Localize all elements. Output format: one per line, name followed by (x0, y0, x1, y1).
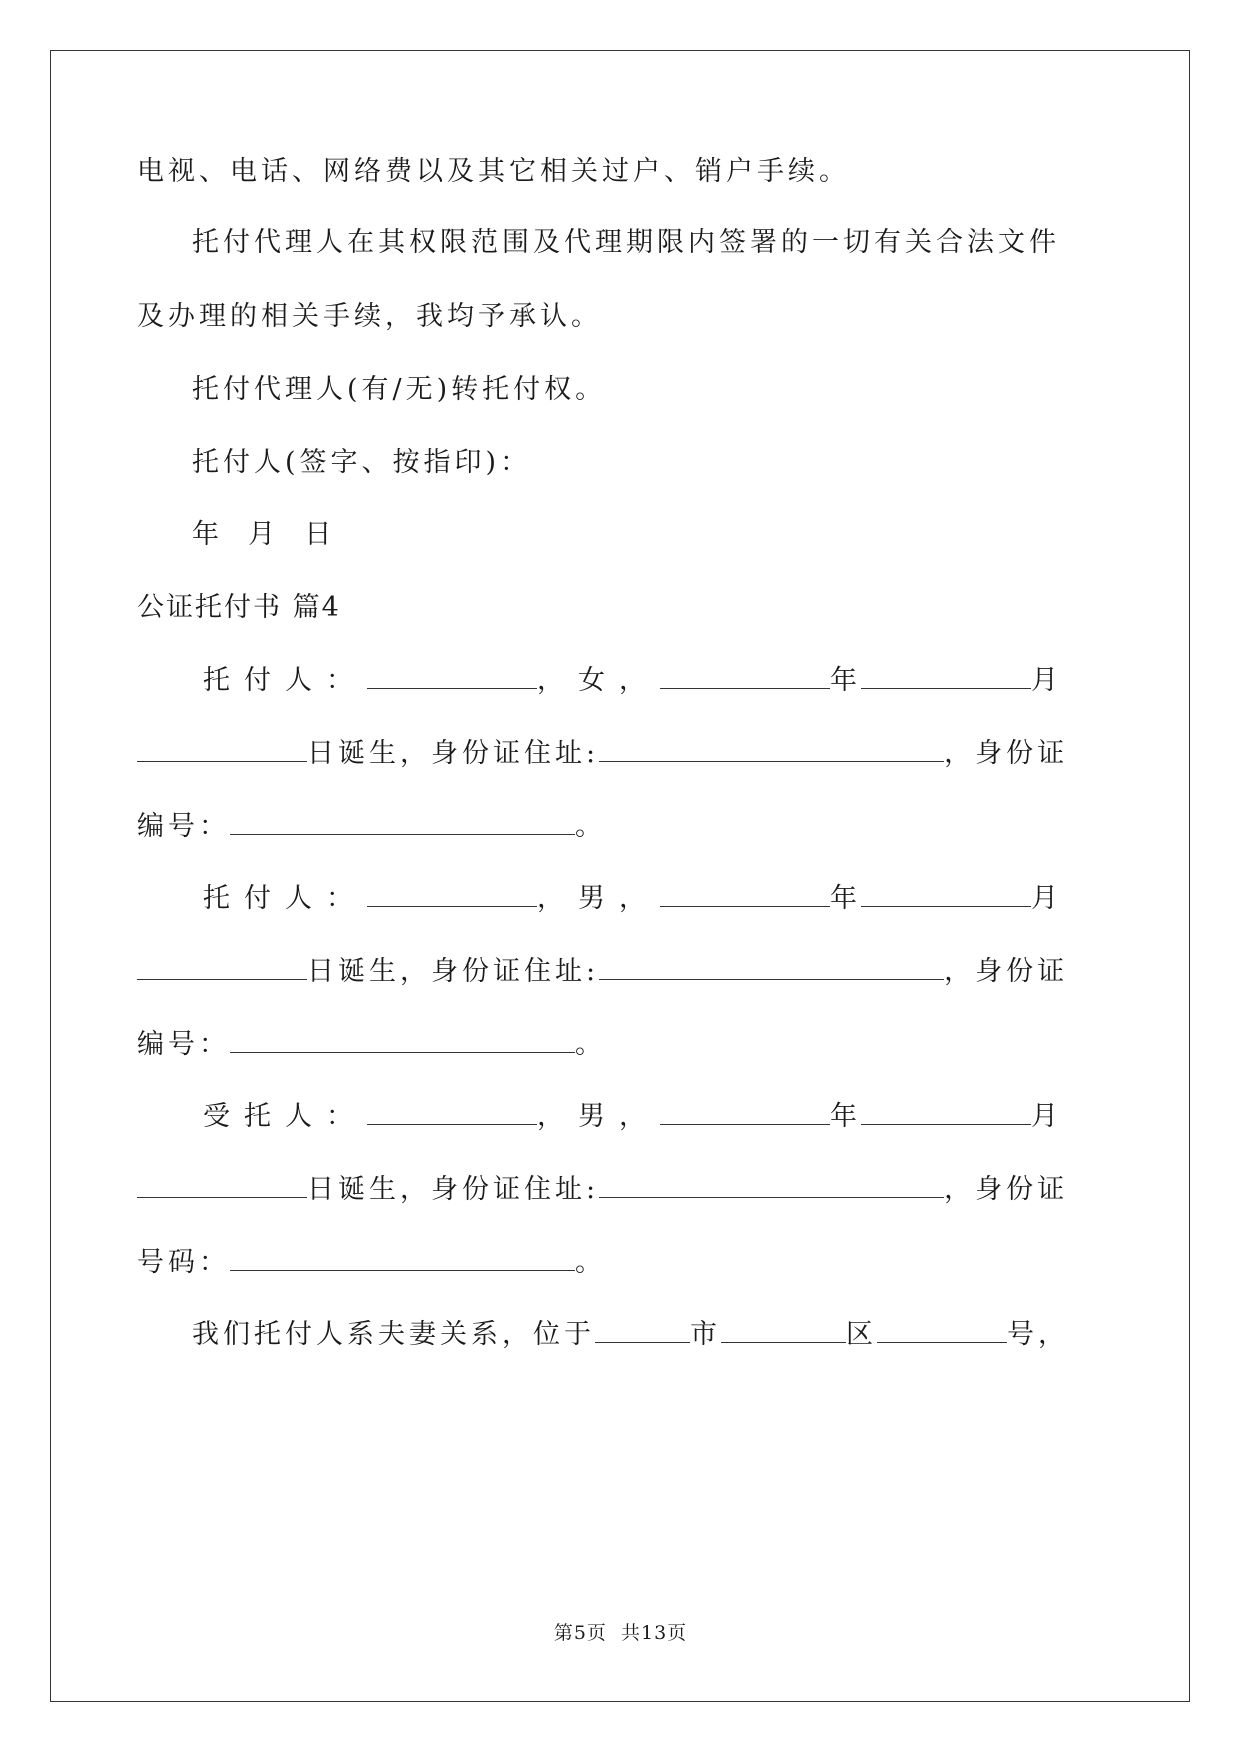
block-2-born-address-label: 日诞生，身份证住址: (307, 956, 600, 987)
block-3-address-blank (599, 1173, 944, 1198)
block-2-line-1 (203, 882, 1062, 916)
block-2-line-3 (137, 1028, 606, 1062)
block-1-born-address-label: 日诞生，身份证住址: (307, 738, 600, 769)
paragraph-3: 托付代理人(有/无)转托付权。 (192, 374, 607, 405)
block-1-line-1 (203, 664, 1062, 698)
block-3-month-label: 月 (1031, 1101, 1062, 1132)
block-1-line-3 (137, 810, 606, 844)
block-2-address-blank (599, 955, 944, 980)
block-3-month-blank (861, 1100, 1031, 1125)
block-2-line-2 (137, 955, 1068, 989)
block-1-month-blank (861, 664, 1031, 689)
block-2-year-label: 年 (830, 883, 861, 914)
block-2-id-suffix: ，身份证 (944, 956, 1069, 987)
block-1-day-blank (137, 737, 307, 762)
block-2-end: 。 (575, 1029, 606, 1060)
block-1-year-blank (660, 664, 830, 689)
block-1-line-2 (137, 737, 1068, 771)
page-border (50, 50, 1190, 1702)
block-3-year-blank (660, 1100, 830, 1125)
block-3-name-blank (367, 1100, 537, 1125)
block-1-address-blank (599, 737, 944, 762)
block-1-year-label: 年 (830, 665, 861, 696)
city-label: 市 (690, 1319, 721, 1350)
city-blank (595, 1318, 690, 1343)
block-3-born-address-label: 日诞生，身份证住址: (307, 1174, 600, 1205)
block-3-line-3 (137, 1246, 606, 1280)
block-1-end: 。 (575, 811, 606, 842)
block-2-gender: ，男， (537, 883, 660, 914)
block-3-number-blank (230, 1246, 575, 1271)
block-3-number-label: 号码： (137, 1247, 230, 1278)
paragraph-date: 年 月 日 (192, 519, 336, 550)
block-1-gender: ，女， (537, 665, 660, 696)
block-2-number-blank (230, 1028, 575, 1053)
district-blank (721, 1318, 846, 1343)
paragraph-4: 托付人(签字、按指印)： (192, 447, 532, 478)
last-paragraph-lead: 我们托付人系夫妻关系，位于 (192, 1319, 595, 1350)
block-2-name-blank (367, 882, 537, 907)
block-1-id-suffix: ，身份证 (944, 738, 1069, 769)
paragraph-2-line-2: 及办理的相关手续，我均予承认。 (137, 301, 602, 332)
block-3-day-blank (137, 1173, 307, 1198)
block-3-gender: ，男， (537, 1101, 660, 1132)
last-paragraph (192, 1318, 1069, 1352)
block-1-name-blank (367, 664, 537, 689)
section-heading: 公证托付书 篇4 (137, 592, 341, 623)
block-3-end: 。 (575, 1247, 606, 1278)
block-2-year-blank (660, 882, 830, 907)
block-2-month-blank (861, 882, 1031, 907)
block-2-month-label: 月 (1031, 883, 1062, 914)
block-3-id-suffix: ，身份证 (944, 1174, 1069, 1205)
block-2-role-label: 托付人： (203, 883, 367, 914)
block-2-number-label: 编号： (137, 1029, 230, 1060)
page-footer: 第5页 共13页 (553, 1622, 688, 1644)
number-blank (877, 1318, 1007, 1343)
block-3-line-1 (203, 1100, 1062, 1134)
block-1-number-blank (230, 810, 575, 835)
block-2-day-blank (137, 955, 307, 980)
block-1-role-label: 托付人： (203, 665, 367, 696)
number-label: 号， (1007, 1319, 1069, 1350)
block-3-year-label: 年 (830, 1101, 861, 1132)
block-3-role-label: 受托人： (203, 1101, 367, 1132)
district-label: 区 (846, 1319, 877, 1350)
block-1-number-label: 编号： (137, 811, 230, 842)
paragraph-1: 电视、电话、网络费以及其它相关过户、销户手续。 (137, 156, 850, 187)
block-3-line-2 (137, 1173, 1068, 1207)
paragraph-2-line-1: 托付代理人在其权限范围及代理期限内签署的一切有关合法文件 (192, 227, 1060, 258)
block-1-month-label: 月 (1031, 665, 1062, 696)
